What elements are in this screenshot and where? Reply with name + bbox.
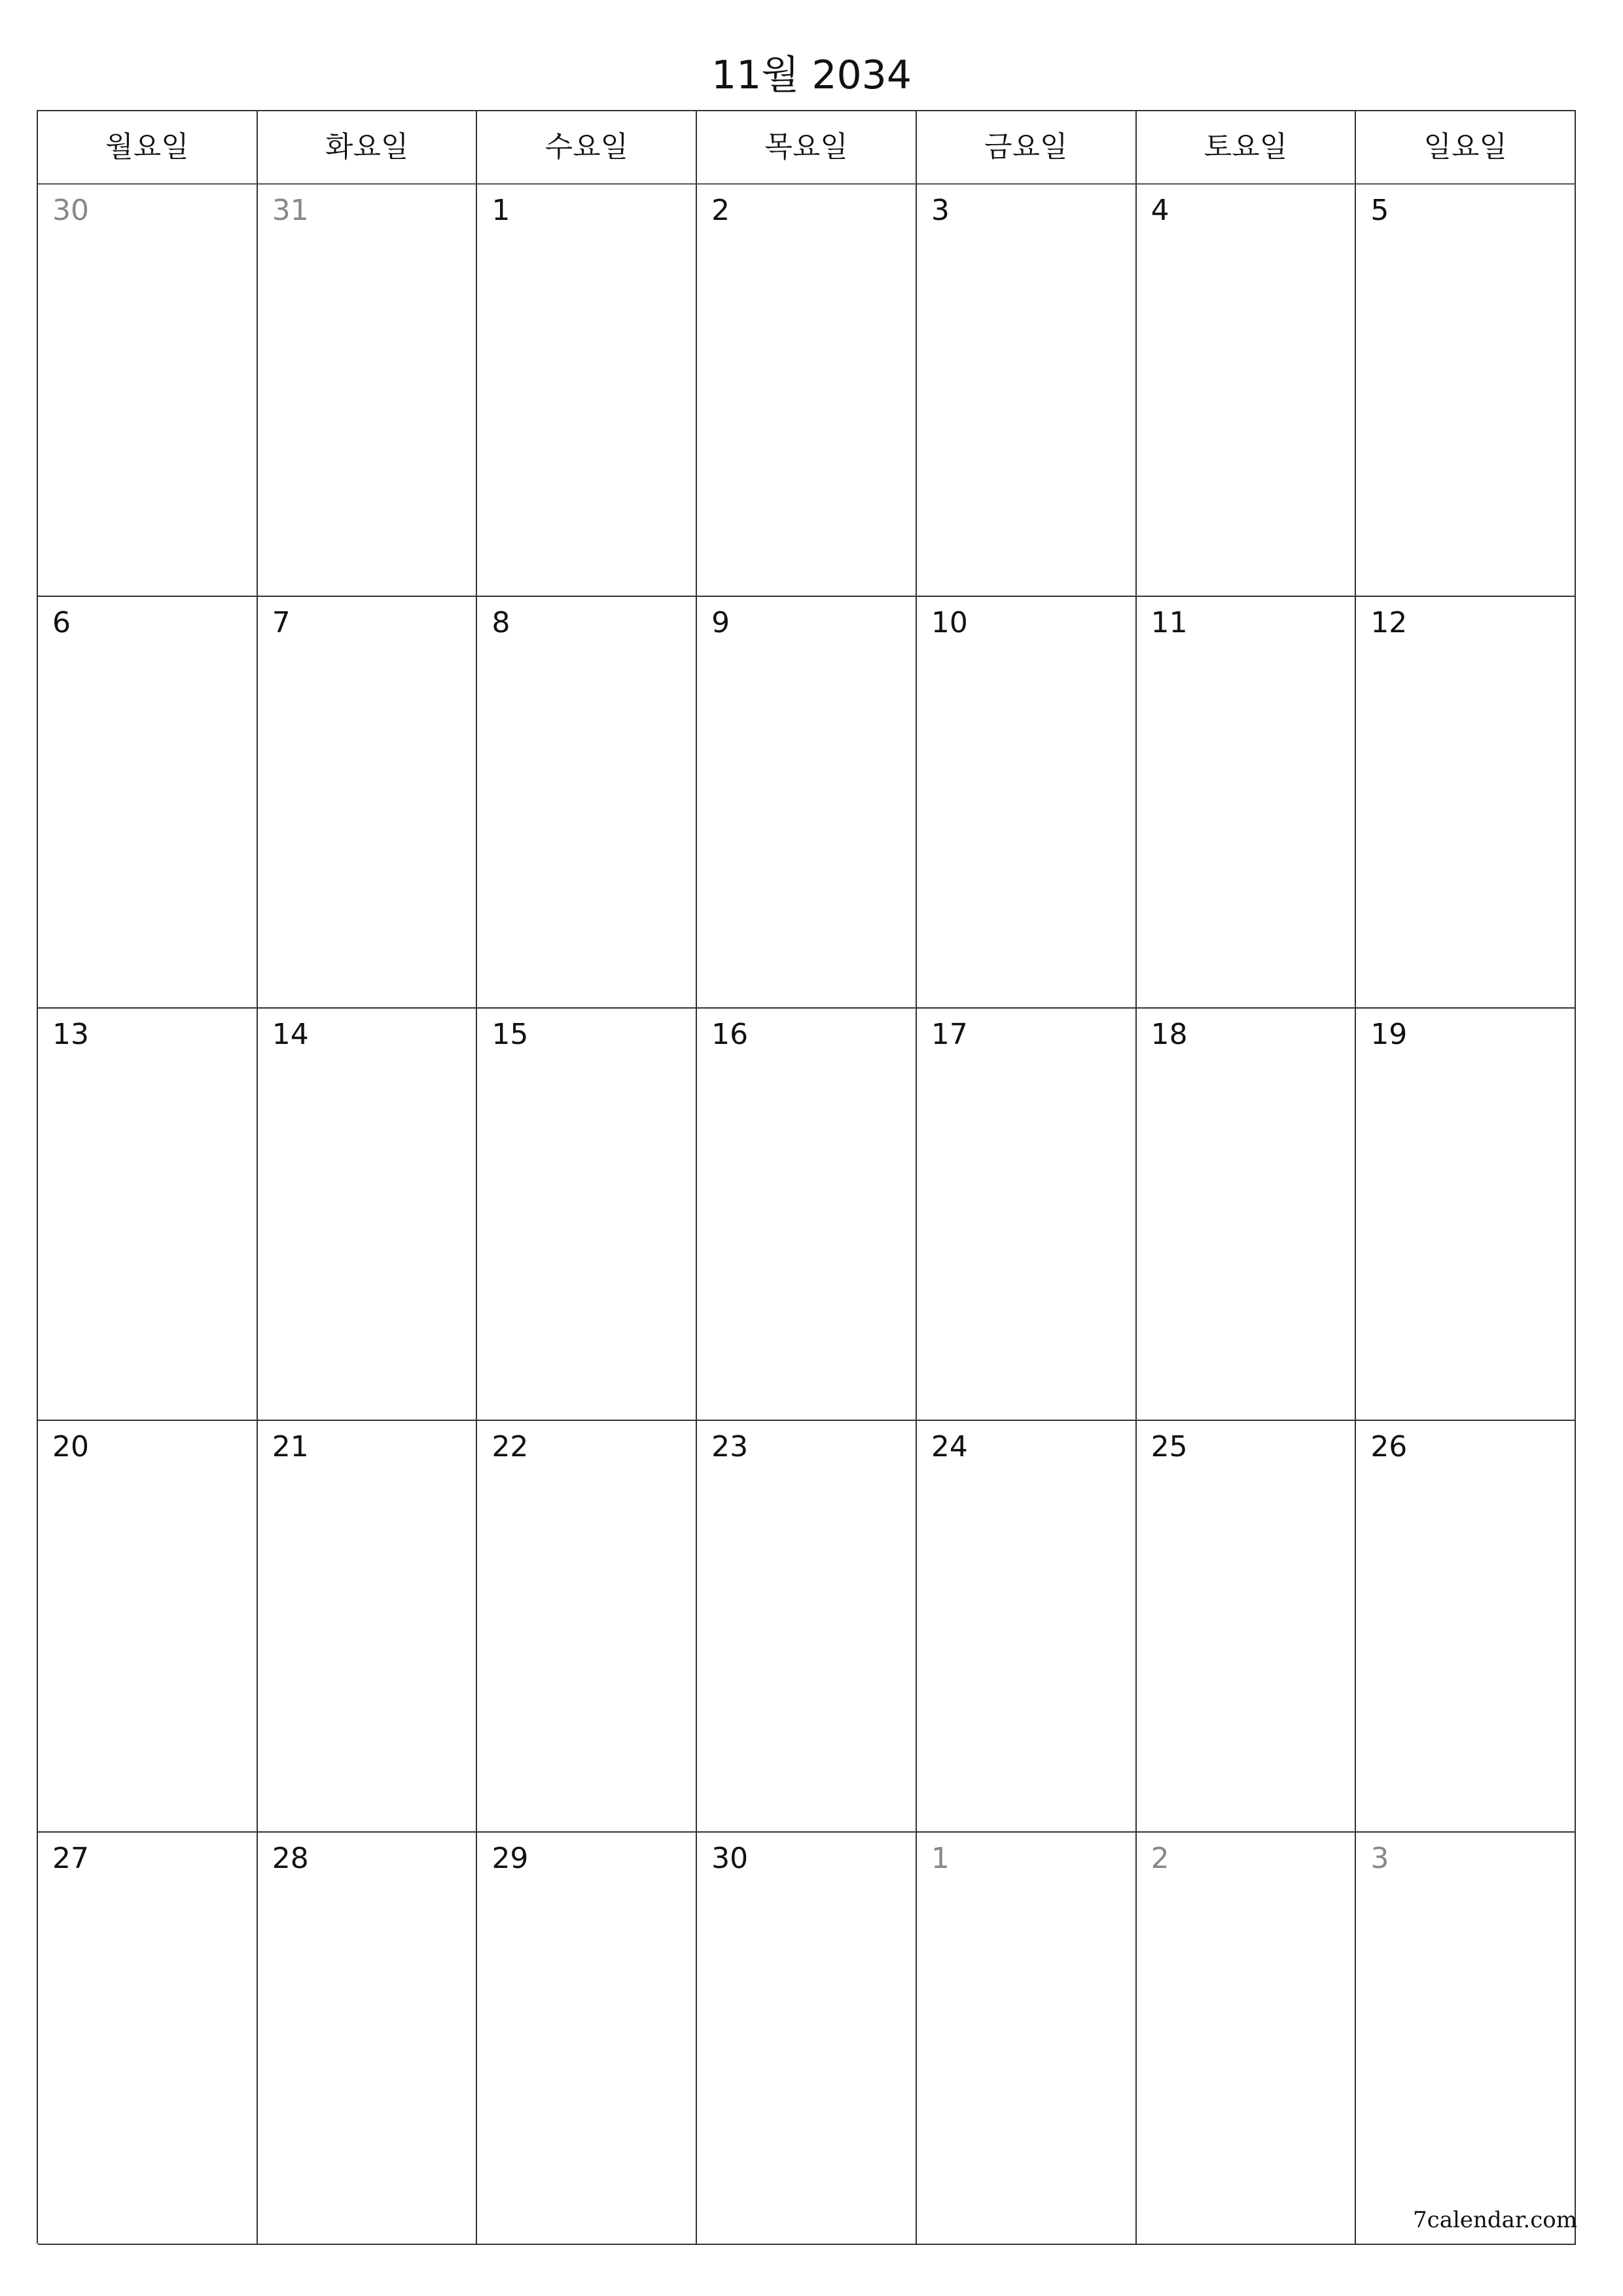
day-cell bbox=[697, 1009, 917, 1421]
day-number: 18 bbox=[1150, 1018, 1188, 1052]
day-number: 1 bbox=[491, 194, 510, 227]
day-cell bbox=[1356, 1833, 1576, 2245]
week-row bbox=[38, 1421, 1576, 1833]
day-number: 4 bbox=[1150, 194, 1169, 227]
day-cell bbox=[697, 1421, 917, 1833]
day-number: 15 bbox=[491, 1018, 529, 1052]
day-number: 3 bbox=[931, 194, 950, 227]
day-cell bbox=[38, 185, 258, 597]
day-number: 14 bbox=[272, 1018, 309, 1052]
day-cell bbox=[38, 1421, 258, 1833]
day-number: 25 bbox=[1150, 1429, 1188, 1463]
day-cell bbox=[697, 597, 917, 1009]
day-cell bbox=[258, 185, 478, 597]
weeks-container bbox=[38, 185, 1576, 2245]
day-number: 6 bbox=[52, 605, 71, 639]
day-cell bbox=[917, 185, 1137, 597]
week-row bbox=[38, 1009, 1576, 1421]
weekday-saturday: 토요일 bbox=[1137, 111, 1357, 185]
day-cell bbox=[697, 185, 917, 597]
weekday-friday: 금요일 bbox=[917, 111, 1137, 185]
day-cell bbox=[1137, 597, 1357, 1009]
day-cell bbox=[917, 1833, 1137, 2245]
day-number: 26 bbox=[1370, 1429, 1408, 1463]
day-number: 24 bbox=[931, 1429, 968, 1463]
week-row bbox=[38, 1833, 1576, 2245]
weekday-monday: 월요일 bbox=[38, 111, 258, 185]
day-number: 8 bbox=[491, 605, 510, 639]
day-number: 10 bbox=[931, 605, 968, 639]
weekday-header-row bbox=[38, 111, 1576, 185]
day-number: 22 bbox=[491, 1429, 529, 1463]
day-cell bbox=[1356, 1421, 1576, 1833]
week-row bbox=[38, 185, 1576, 597]
day-number-other-month: 3 bbox=[1370, 1842, 1389, 1876]
weekday-wednesday: 수요일 bbox=[477, 111, 697, 185]
day-cell bbox=[258, 1421, 478, 1833]
day-cell bbox=[917, 1421, 1137, 1833]
day-cell bbox=[38, 1009, 258, 1421]
day-cell bbox=[38, 1833, 258, 2245]
day-number-other-month: 2 bbox=[1150, 1842, 1169, 1876]
day-number: 21 bbox=[272, 1429, 309, 1463]
day-cell bbox=[38, 597, 258, 1009]
weekday-sunday: 일요일 bbox=[1356, 111, 1576, 185]
day-cell bbox=[1356, 185, 1576, 597]
day-cell bbox=[1356, 597, 1576, 1009]
day-cell bbox=[258, 597, 478, 1009]
day-cell bbox=[477, 1009, 697, 1421]
week-row bbox=[38, 597, 1576, 1009]
weekday-tuesday: 화요일 bbox=[258, 111, 478, 185]
day-number: 19 bbox=[1370, 1018, 1408, 1052]
day-cell bbox=[697, 1833, 917, 2245]
site-credit: 7calendar.com bbox=[1413, 2207, 1577, 2233]
weekday-thursday: 목요일 bbox=[697, 111, 917, 185]
calendar-title: 11월 2034 bbox=[711, 52, 912, 98]
day-cell bbox=[477, 1833, 697, 2245]
day-cell bbox=[917, 597, 1137, 1009]
day-cell bbox=[1137, 185, 1357, 597]
day-number: 29 bbox=[491, 1842, 529, 1876]
day-number: 13 bbox=[52, 1018, 89, 1052]
day-cell bbox=[917, 1009, 1137, 1421]
day-number: 23 bbox=[711, 1429, 749, 1463]
day-cell bbox=[1137, 1421, 1357, 1833]
day-number: 2 bbox=[711, 194, 730, 227]
day-number: 9 bbox=[711, 605, 730, 639]
day-number: 11 bbox=[1150, 605, 1188, 639]
day-cell bbox=[1356, 1009, 1576, 1421]
day-cell bbox=[477, 1421, 697, 1833]
day-cell bbox=[258, 1833, 478, 2245]
day-number: 27 bbox=[52, 1842, 89, 1876]
calendar-grid bbox=[37, 110, 1576, 2244]
day-cell bbox=[1137, 1009, 1357, 1421]
day-cell bbox=[1137, 1833, 1357, 2245]
day-number-other-month: 30 bbox=[52, 194, 89, 227]
day-cell bbox=[258, 1009, 478, 1421]
day-number: 17 bbox=[931, 1018, 968, 1052]
day-cell bbox=[477, 185, 697, 597]
day-number: 7 bbox=[272, 605, 291, 639]
day-number: 12 bbox=[1370, 605, 1408, 639]
day-number: 5 bbox=[1370, 194, 1389, 227]
day-number: 30 bbox=[711, 1842, 749, 1876]
day-number-other-month: 1 bbox=[931, 1842, 950, 1876]
day-cell bbox=[477, 597, 697, 1009]
day-number: 20 bbox=[52, 1429, 89, 1463]
day-number: 16 bbox=[711, 1018, 749, 1052]
day-number-other-month: 31 bbox=[272, 194, 309, 227]
day-number: 28 bbox=[272, 1842, 309, 1876]
